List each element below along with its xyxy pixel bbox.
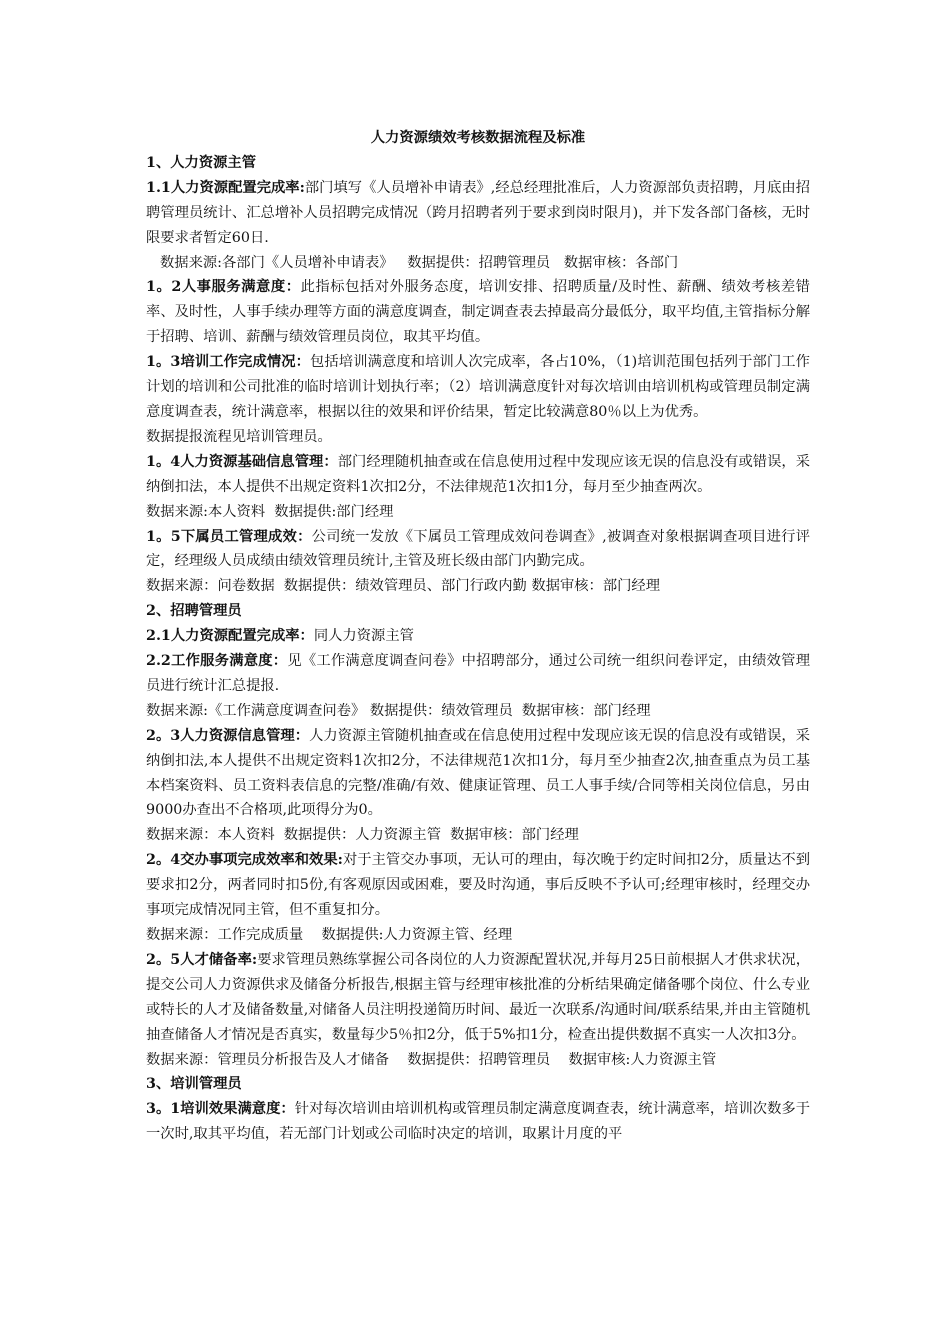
section-heading: 2、招聘管理员 bbox=[146, 603, 242, 620]
indicator-description: 部门填写《人员增补申请表》,经总经理批准后，人力资源部负责招聘，月底由招聘管理员统计、汇总增补人员招聘完成情况（跨月招聘者列于要求到岗时限月)，并下发各部门备核，无时限要求者暂定60日. bbox=[146, 179, 810, 246]
indicator-description: 人力资源主管随机抽查或在信息使用过程中发现应该无误的信息没有或错误，采纳倒扣法,本人提供不出规定资料1次扣2分，不法律规范1次扣1分，每月至少抽查2次,抽查重点为员工基本档案资料、员工资料表信息的完整/准确/有效、健康证管理、员工人事手续/合同等相关岗位信息，另由9000办查出不合格项,此项得分为0。 bbox=[146, 727, 810, 819]
indicator-title: 2。4交办事项完成效率和效果: bbox=[146, 852, 343, 869]
indicator-paragraph bbox=[146, 724, 810, 824]
indicator-description: 包括培训满意度和培训人次完成率，各占10%，（1)培训范围包括列于部门工作计划的培训和公司批准的临时培训计划执行率；（2）培训满意度针对每次培训由培训机构或管理员制定满意度调查表，统计满意率，根据以往的效果和评价结果，暂定比较满意80％以上为优秀。 bbox=[146, 354, 810, 420]
data-source-line: 数据来源:各部门《人员增补申请表》 数据提供：招聘管理员 数据审核：各部门 bbox=[160, 254, 679, 271]
indicator-description: 公司统一发放《下属员工管理成效问卷调查》,被调查对象根据调查项目进行评定，经理级人员成绩由绩效管理员统计,主管及班长级由部门内勤完成。 bbox=[146, 528, 810, 570]
indicator-title: 2。3人力资源信息管理： bbox=[146, 727, 310, 744]
indicator-paragraph bbox=[146, 1097, 810, 1147]
indicator-description: 同人力资源主管 bbox=[313, 628, 414, 645]
document-title: 人力资源绩效考核数据流程及标准 bbox=[370, 130, 586, 146]
data-source-line: 数据来源：问卷数据 数据提供：绩效管理员、部门行政内勤 数据审核：部门经理 bbox=[146, 578, 661, 595]
indicator-title: 1.1人力资源配置完成率: bbox=[146, 179, 305, 196]
data-source-line: 数据来源:本人资料 数据提供:部门经理 bbox=[146, 503, 394, 520]
indicator-paragraph bbox=[146, 624, 810, 649]
indicator-description: 部门经理随机抽查或在信息使用过程中发现应该无误的信息没有或错误，采纳倒扣法，本人提供不出规定资料1次扣2分，不法律规范1次扣1分，每月至少抽查两次。 bbox=[146, 453, 810, 495]
section-heading: 1、人力资源主管 bbox=[146, 154, 257, 171]
indicator-paragraph bbox=[146, 176, 810, 251]
section-heading: 3、培训管理员 bbox=[146, 1076, 242, 1093]
indicator-paragraph bbox=[146, 450, 810, 500]
indicator-title: 2。5人才储备率: bbox=[146, 951, 258, 968]
indicator-paragraph bbox=[146, 525, 810, 575]
data-source-line: 数据来源：管理员分析报告及人才储备 数据提供：招聘管理员 数据审核:人力资源主管 bbox=[146, 1051, 717, 1068]
indicator-title: 1。4人力资源基础信息管理： bbox=[146, 453, 338, 470]
indicator-description: 针对每次培训由培训机构或管理员制定满意度调查表，统计满意率，培训次数多于一次时,取其平均值，若无部门计划或公司临时决定的培训，取累计月度的平 bbox=[146, 1101, 810, 1143]
indicator-paragraph bbox=[146, 649, 810, 699]
document-page bbox=[146, 126, 810, 1147]
indicator-title: 1。3培训工作完成情况： bbox=[146, 354, 311, 371]
indicator-title: 2.2工作服务满意度： bbox=[146, 653, 288, 670]
indicator-title: 1。2人事服务满意度： bbox=[146, 279, 301, 296]
document-body bbox=[146, 151, 810, 1147]
indicator-title: 2.1人力资源配置完成率： bbox=[146, 628, 314, 645]
indicator-description: 此指标包括对外服务态度，培训安排、招聘质量/及时性、薪酬、绩效考核差错率、及时性，人事手续办理等方面的满意度调查，制定调查表去掉最高分最低分，取平均值,主管指标分解于招聘、培训、薪酬与绩效管理员岗位，取其平均值。 bbox=[146, 279, 810, 346]
data-source-line: 数据来源：本人资料 数据提供：人力资源主管 数据审核：部门经理 bbox=[146, 827, 579, 844]
indicator-description: 要求管理员熟练掌握公司各岗位的人力资源配置状况,并每月25日前根据人才供求状况，提交公司人力资源供求及储备分析报告,根据主管与经理审核批准的分析结果确定储备哪个岗位、什么专业或特长的人才及储备数量,对储备人员注明投递简历时间、最近一次联系/沟通时间/联系结果,并由主管随机抽查储备人才情况是否真实，数量每少5％扣2分，低于5%扣1分，检查出提供数据不真实一人次扣3分。 bbox=[146, 951, 810, 1043]
indicator-description: 见《工作满意度调查问卷》中招聘部分，通过公司统一组织问卷评定，由绩效管理员进行统计汇总提报. bbox=[146, 653, 811, 694]
data-source-line: 数据来源：工作完成质量 数据提供:人力资源主管、经理 bbox=[146, 927, 513, 943]
indicator-paragraph bbox=[146, 350, 810, 425]
indicator-description: 对于主管交办事项，无认可的理由，每次晚于约定时间扣2分，质量达不到要求扣2分，两者同时扣5份,有客观原因或困难，要及时沟通，事后反映不予认可;经理审核时，经理交办事项完成情况同主管，但不重复扣分。 bbox=[146, 852, 811, 919]
indicator-title: 3。1培训效果满意度： bbox=[146, 1101, 295, 1118]
indicator-paragraph bbox=[146, 948, 810, 1048]
indicator-title: 1。5下属员工管理成效： bbox=[146, 528, 312, 545]
indicator-paragraph bbox=[146, 848, 810, 923]
indicator-paragraph bbox=[146, 275, 810, 350]
data-source-line: 数据提报流程见培训管理员。 bbox=[146, 428, 332, 445]
data-source-line: 数据来源:《工作满意度调查问卷》 数据提供：绩效管理员 数据审核：部门经理 bbox=[146, 702, 651, 719]
